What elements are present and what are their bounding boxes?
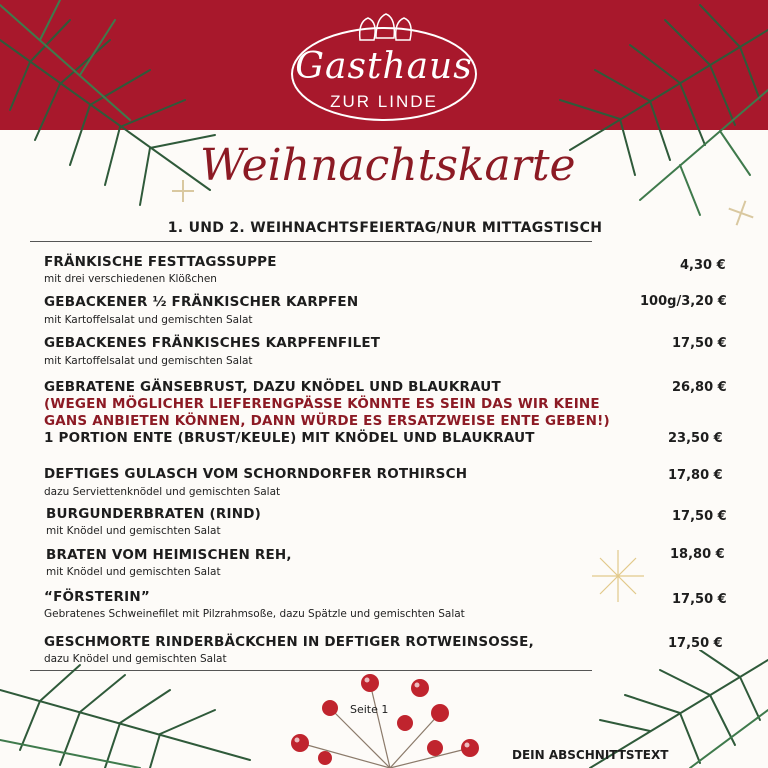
menu-item-name: GEBACKENER ½ FRÄNKISCHER KARPFEN [44,294,359,310]
menu-item-name: GEBRATENE GÄNSEBRUST, DAZU KNÖDEL UND BLAUKRAUT [44,379,501,395]
menu-item-name: BURGUNDERBRATEN (RIND) [46,506,261,522]
menu-item-price: 100g/3,20 € [640,294,727,309]
menu-item-price: 4,30 € [680,258,726,273]
menu-item-description: dazu Knödel und gemischten Salat [44,653,227,665]
menu-item-price: 26,80 € [672,380,727,395]
menu-item-description: mit Kartoffelsalat und gemischten Salat [44,355,253,367]
menu-item-description: mit Knödel und gemischten Salat [46,525,221,537]
page-number: Seite 1 [350,703,389,716]
supply-notice: (WEGEN MÖGLICHER LIEFERENGPÄSSE KÖNNTE ES SEIN DAS WIR KEINE GANS ANBIETEN KÖNNEN, DANN WÜRDE ES ERSATZWEISE ENTE GEBEN!) [44,396,610,429]
menu-item-description: mit drei verschiedenen Klößchen [44,273,217,285]
menu-item-description: mit Kartoffelsalat und gemischten Salat [44,314,253,326]
menu-item-name: BRATEN VOM HEIMISCHEN REH, [46,547,292,563]
menu-item-price: 23,50 € [668,431,723,446]
sparkle-star-icon [590,548,646,604]
pine-branch-top-right-icon [550,0,768,220]
star-decoration-icon [726,198,756,228]
menu-item-name: FRÄNKISCHE FESTTAGSSUPPE [44,254,277,270]
berries-icon [270,668,510,768]
brand-subtitle: ZUR LINDE [330,92,438,111]
section-text: DEIN ABSCHNITTSTEXT [512,748,669,762]
menu-item-description: Gebratenes Schweinefilet mit Pilzrahmsoße, dazu Spätzle und gemischten Salat [44,608,465,620]
menu-subtitle: 1. UND 2. WEIHNACHTSFEIERTAG/NUR MITTAGSTISCH [167,220,603,236]
menu-item-price: 17,50 € [672,509,727,524]
pine-branch-bottom-left-icon [0,660,260,768]
menu-item-price: 17,50 € [672,336,727,351]
menu-item-name: DEFTIGES GULASCH VOM SCHORNDORFER ROTHIRSCH [44,466,468,482]
menu-item-name: 1 PORTION ENTE (BRUST/KEULE) MIT KNÖDEL UND BLAUKRAUT [44,430,535,446]
divider-top [30,241,592,242]
menu-title: Weihnachtskarte [200,140,576,191]
menu-item-price: 17,80 € [668,468,723,483]
menu-item-price: 17,50 € [672,592,727,607]
brand-name: Gasthaus [295,46,473,87]
menu-item-name: GEBACKENES FRÄNKISCHES KARPFENFILET [44,335,381,351]
menu-item-name: GESCHMORTE RINDERBÄCKCHEN IN DEFTIGER ROTWEINSOSSE, [44,634,534,650]
star-decoration-icon [170,178,196,204]
menu-item-price: 18,80 € [670,547,725,562]
menu-item-price: 17,50 € [668,636,723,651]
menu-item-description: mit Knödel und gemischten Salat [46,566,221,578]
menu-item-description: dazu Serviettenknödel und gemischten Salat [44,486,281,498]
menu-item-name: “FÖRSTERIN” [44,589,150,605]
brand-logo [288,12,480,124]
